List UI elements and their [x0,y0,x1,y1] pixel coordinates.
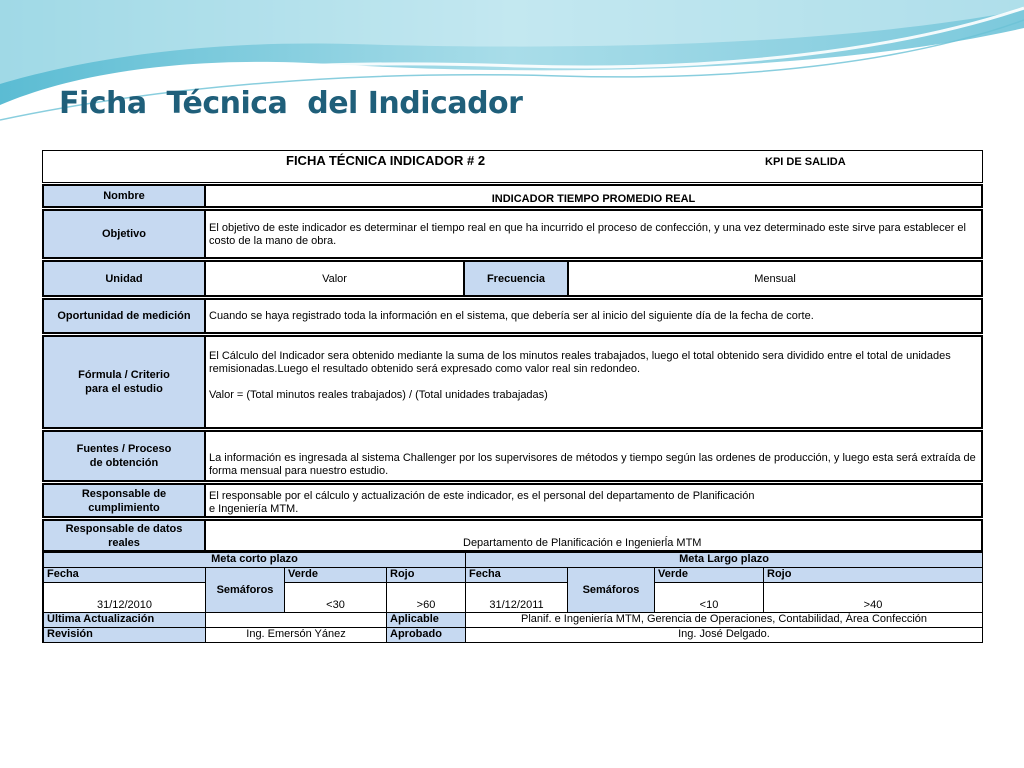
aprobado-label: Aprobado [386,627,466,643]
formula-text: El Cálculo del Indicador sera obtenido mediante la suma de los minutos reales trabajados, luego el total obtenido sera dividido entre el total de unidades remisionadas.Luego el resultado obtenido será expresado como valor real sin redondeo. [209,350,951,375]
row-datos-reales [42,519,983,552]
nombre-label: Nombre [43,185,205,207]
meta-corto-title: Meta corto plazo [43,552,466,568]
meta-largo-title: Meta Largo plazo [465,552,983,568]
largo-semaforos-label: Semáforos [567,567,655,613]
row-responsable [42,483,983,518]
aprobado-value: Ing. José Delgado. [465,627,983,643]
oportunidad-value: Cuando se haya registrado toda la información en el sistema, que debería ser al inicio del siguiente día de la fecha de corte. [205,299,982,333]
sheet-header [42,150,983,183]
row-oportunidad [42,298,983,334]
indicator-sheet [42,150,983,643]
largo-fecha-label: Fecha [465,567,568,583]
metas-grid [42,552,983,643]
slide-title: Ficha Técnica del Indicador [59,86,523,121]
oportunidad-label: Oportunidad de medición [43,299,205,333]
fuentes-value: La información es ingresada al sistema Challenger por los supervisores de métodos y tiempo según las ordenes de producción, y luego esta será extraída de forma mensual para nuestro estudio. [205,431,982,481]
corto-verde-value: <30 [284,582,387,613]
formula-label [43,336,205,428]
corto-rojo-label: Rojo [386,567,466,583]
formula-expression: Valor = (Total minutos reales trabajados) / (Total unidades trabajadas) [209,389,548,401]
formula-label-line1: Fórmula / Criterio [78,369,170,381]
objetivo-label: Objetivo [43,210,205,258]
aplicable-value: Planif. e Ingeniería MTM, Gerencia de Operaciones, Contabilidad, Área Confección [465,612,983,628]
corto-verde-label: Verde [284,567,387,583]
ultima-actualizacion-label: Última Actualización [43,612,206,628]
kpi-label: KPI DE SALIDA [765,156,846,168]
frecuencia-label: Frecuencia [464,261,568,296]
responsable-line1: El responsable por el cálculo y actualización de este indicador, es el personal del departamento de Planificación [209,490,755,502]
responsable-label-line2: cumplimiento [88,501,160,514]
frecuencia-value: Mensual [568,261,982,296]
responsable-label-line1: Responsable de [81,487,167,500]
row-nombre [42,184,983,208]
unidad-value: Valor [205,261,464,296]
row-objetivo [42,209,983,259]
corto-semaforos-label: Semáforos [205,567,285,613]
formula-label-line2: para el estudio [85,383,163,395]
fuentes-label [43,431,205,481]
unidad-label: Unidad [43,261,205,296]
row-fuentes [42,430,983,482]
datos-value: Departamento de Planificación e Ingenierĺa MTM [463,537,702,549]
ultima-actualizacion-value [205,612,387,628]
revision-label: Revisión [43,627,206,643]
responsable-label [43,484,205,517]
largo-verde-value: <10 [654,582,764,613]
fuentes-label-line1: Fuentes / Proceso [76,443,172,455]
largo-fecha-value: 31/12/2011 [465,582,568,613]
largo-verde-label: Verde [654,567,764,583]
datos-cell [205,520,982,551]
revision-value: Ing. Emersón Yánez [205,627,387,643]
nombre-value: INDICADOR TIEMPO PROMEDIO REAL [205,185,982,207]
datos-label-line1: Responsable de datos [65,522,183,535]
aplicable-label: Aplicable [386,612,466,628]
formula-content [205,336,982,428]
corto-fecha-label: Fecha [43,567,206,583]
fuentes-label-line2: de obtención [89,457,159,469]
sheet-title: FICHA TÉCNICA INDICADOR # 2 [286,153,486,168]
datos-label-line2: reales [108,536,140,549]
datos-label [43,520,205,551]
responsable-line2: e Ingeniería MTM. [209,503,299,515]
largo-rojo-label: Rojo [763,567,983,583]
largo-rojo-value: >40 [763,582,983,613]
row-formula [42,335,983,429]
corto-fecha-value: 31/12/2010 [43,582,206,613]
row-unidad [42,260,983,297]
responsable-value [205,484,982,517]
objetivo-value: El objetivo de este indicador es determinar el tiempo real en que ha incurrido el proceso de confección, y una vez determinado este sirve para establecer el costo de la mano de obra. [205,210,982,258]
corto-rojo-value: >60 [386,582,466,613]
